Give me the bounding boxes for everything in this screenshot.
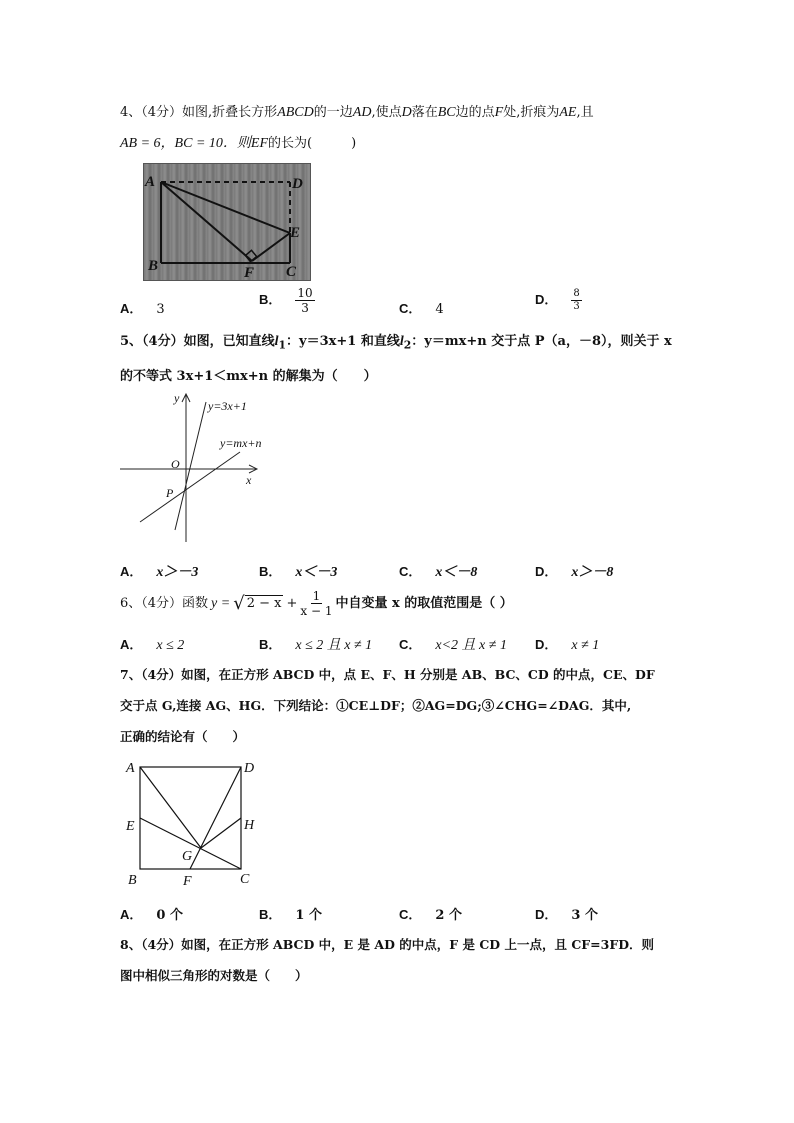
label-h: H [244, 818, 255, 833]
label-e: E [126, 819, 135, 834]
label-c: C [240, 872, 250, 887]
question-8-line-2: 图中相似三角形的对数是（ ） [120, 968, 308, 983]
label-f: F [183, 874, 192, 888]
segment-af [161, 182, 252, 261]
label-d: D [292, 176, 303, 192]
linear-functions-graph [118, 390, 278, 545]
question-8 [120, 929, 680, 991]
segment-ag [140, 767, 201, 848]
label-x-axis: x [246, 473, 252, 487]
question-7-figure [122, 758, 264, 888]
question-7-options [120, 904, 680, 926]
option-b[interactable]: B． x ≤ 2 且 x ≠ 1 [259, 637, 373, 653]
option-c[interactable]: C． 4 [399, 301, 444, 317]
question-4-figure [143, 163, 311, 281]
option-d[interactable]: D． x＞－8 [535, 564, 614, 580]
label-c: C [286, 264, 297, 280]
segment-fe [252, 233, 290, 261]
fraction-8-3: $\frac{8}{3}$ [573, 288, 580, 312]
label-origin: O [171, 457, 180, 471]
question-6-line-1: 6、（4分）函数 y = √ 2 − x + $\frac{1}{x - 1}$ 中自变量 x 的取值范围是（ ） [120, 589, 513, 618]
question-5 [120, 326, 680, 392]
fraction-expression: $\frac{1}{x - 1}$ [300, 589, 333, 618]
option-d[interactable]: D． $\frac{8}{3}$ [535, 288, 580, 312]
question-6-options [120, 634, 680, 656]
question-4-line-1: 4、（4分）如图,折叠长方形ABCD的一边AD,使点D落在BC边的点F处,折痕为AE,且 [120, 105, 594, 120]
label-line-1: y=3x+1 [208, 399, 247, 413]
segment-hg [201, 818, 241, 848]
option-d[interactable]: D． 3 个 [535, 907, 598, 923]
option-b[interactable]: B． x＜－3 [259, 564, 338, 580]
option-a[interactable]: A． 0 个 [120, 907, 183, 923]
folded-rectangle-diagram [144, 164, 310, 280]
option-c[interactable]: C． x<2 且 x ≠ 1 [399, 637, 507, 653]
question-7-line-2: 交于点 G,连接 AG、HG．下列结论：①CE⊥DF；②AG=DG;③∠CHG=∠DAG．其中, [120, 698, 632, 713]
line-y-mx-plus-n [140, 452, 240, 522]
label-b: B [148, 258, 159, 274]
question-7-line-1: 7、（4分）如图，在正方形 ABCD 中，点 E、F、H 分别是 AB、BC、CD 的中点，CE、DF [120, 667, 655, 682]
fraction-10-3: $\frac{10}{3}$ [297, 286, 313, 315]
option-a[interactable]: A． x＞－3 [120, 564, 199, 580]
option-b[interactable]: B． 1 个 [259, 907, 322, 923]
question-4-options [120, 286, 680, 324]
question-4-line-2: AB = 6，BC = 10．则EF的长为( ) [120, 136, 357, 151]
label-a: A [145, 174, 156, 190]
label-f: F [244, 265, 255, 280]
option-a[interactable]: A． x ≤ 2 [120, 637, 185, 653]
sqrt-expression: √ 2 − x [233, 588, 283, 619]
option-d[interactable]: D． x ≠ 1 [535, 637, 600, 653]
option-b[interactable]: B． $\frac{10}{3}$ [259, 286, 313, 315]
option-c[interactable]: C． 2 个 [399, 907, 462, 923]
label-y-axis: y [174, 391, 180, 405]
label-b: B [128, 873, 137, 888]
option-a[interactable]: A． 3 [120, 301, 165, 317]
question-7-line-3: 正确的结论有（ ） [120, 729, 246, 744]
question-6 [120, 588, 680, 619]
square-abcd-diagram [122, 758, 264, 888]
question-5-line-1: 5、（4分）如图，已知直线$l_1$：y＝3x+1 和直线$l_2$：y＝mx+n 交于点 P（a，－8），则关于 x [120, 334, 672, 352]
sqrt-sign-icon: √ [233, 593, 245, 614]
question-5-line-2: 的不等式 3x+1＜mx+n 的解集为（ ） [120, 368, 377, 384]
question-4 [120, 97, 680, 159]
label-g: G [182, 849, 193, 864]
question-5-options [120, 561, 680, 583]
question-7 [120, 659, 680, 752]
label-a: A [126, 761, 135, 776]
option-c[interactable]: C． x＜－8 [399, 564, 478, 580]
label-d: D [244, 761, 255, 776]
label-point-p: P [166, 486, 174, 500]
fold-line-ae [161, 182, 290, 233]
question-8-line-1: 8、（4分）如图，在正方形 ABCD 中，E 是 AD 的中点，F 是 CD 上一点，且 CF=3FD．则 [120, 937, 655, 952]
question-5-figure [118, 390, 278, 545]
label-e: E [290, 225, 301, 241]
label-line-2: y=mx+n [220, 436, 262, 450]
segment-df [190, 767, 241, 869]
